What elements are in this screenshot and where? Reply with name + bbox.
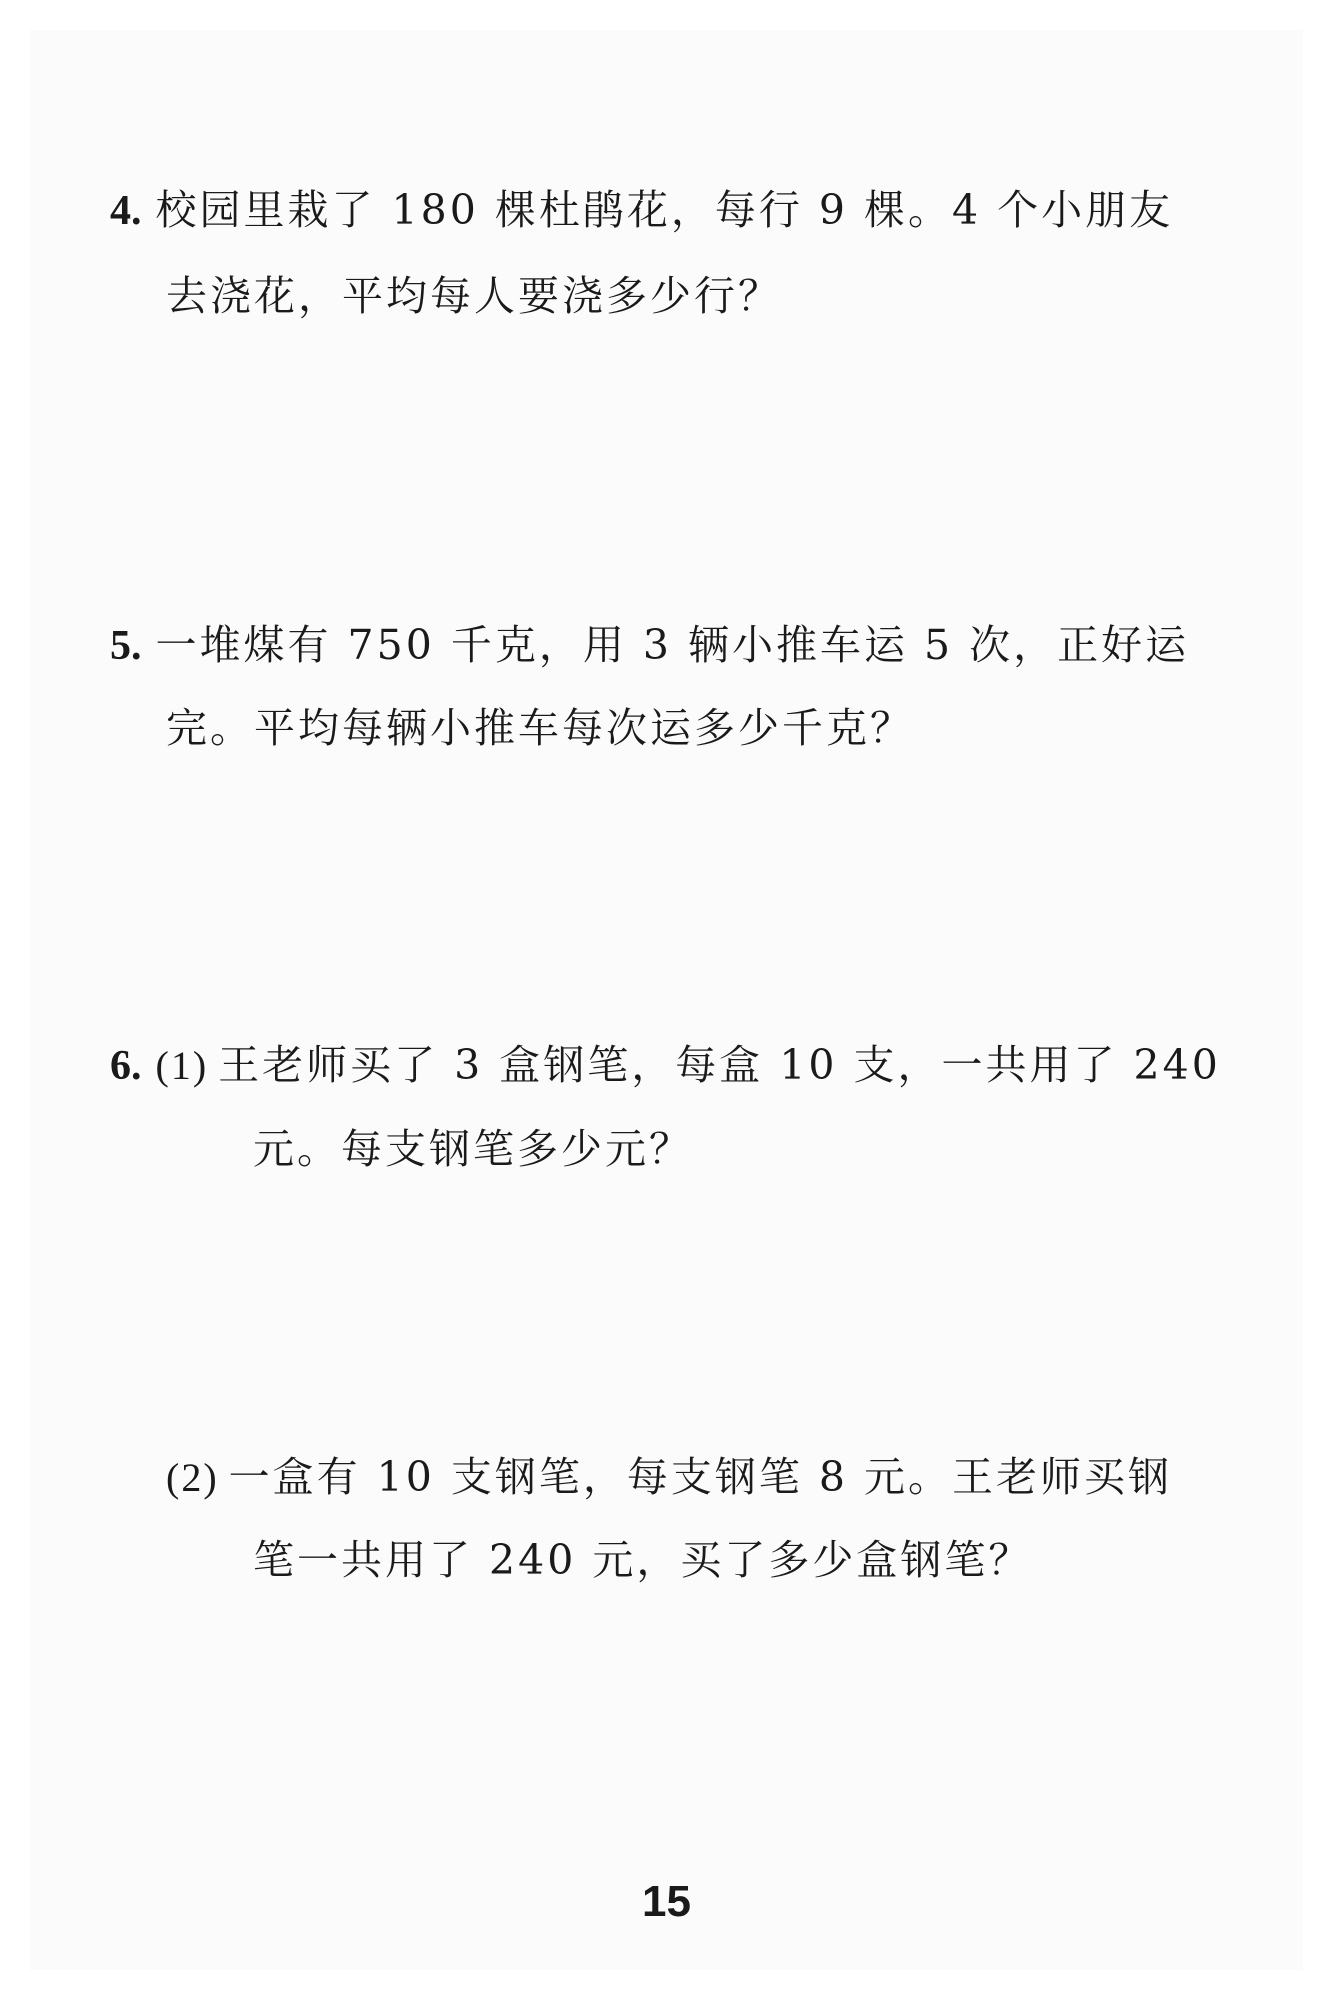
problem-6-part-2-text-1: 一盒有 10 支钢笔，每支钢笔 8 元。王老师买钢: [228, 1453, 1173, 1501]
problem-6-part-1-label: (1): [155, 1043, 209, 1088]
problem-5-number: 5.: [110, 623, 142, 669]
problem-4-text-1: 校园里栽了 180 棵杜鹃花，每行 9 棵。4 个小朋友: [155, 186, 1174, 234]
problem-6-part-1-line-1: [110, 1040, 1221, 1091]
problem-6-number: 6.: [110, 1043, 142, 1089]
problem-4-line-1: [110, 185, 1173, 236]
problem-5-line-2: 完。平均每辆小推车每次运多少千克？: [166, 704, 914, 752]
problem-6-part-2-line-2: 笔一共用了 240 元，买了多少盒钢笔？: [253, 1536, 1033, 1584]
page-number: 15: [642, 1877, 691, 1926]
problem-5-line-1: [110, 620, 1189, 671]
problem-6-part-2-label: (2): [166, 1455, 219, 1500]
problem-6-part-2-line-1: [166, 1452, 1172, 1503]
problem-6-part-1-line-2: 元。每支钢笔多少元？: [253, 1125, 693, 1173]
problem-6-part-1-text-1: 王老师买了 3 盒钢笔，每盒 10 支，一共用了 240: [218, 1041, 1221, 1089]
problem-4-number: 4.: [110, 188, 142, 234]
worksheet-page: [30, 30, 1303, 1970]
problem-5-text-1: 一堆煤有 750 千克，用 3 辆小推车运 5 次，正好运: [155, 621, 1190, 669]
problem-4-line-2: 去浇花，平均每人要浇多少行？: [166, 272, 782, 320]
